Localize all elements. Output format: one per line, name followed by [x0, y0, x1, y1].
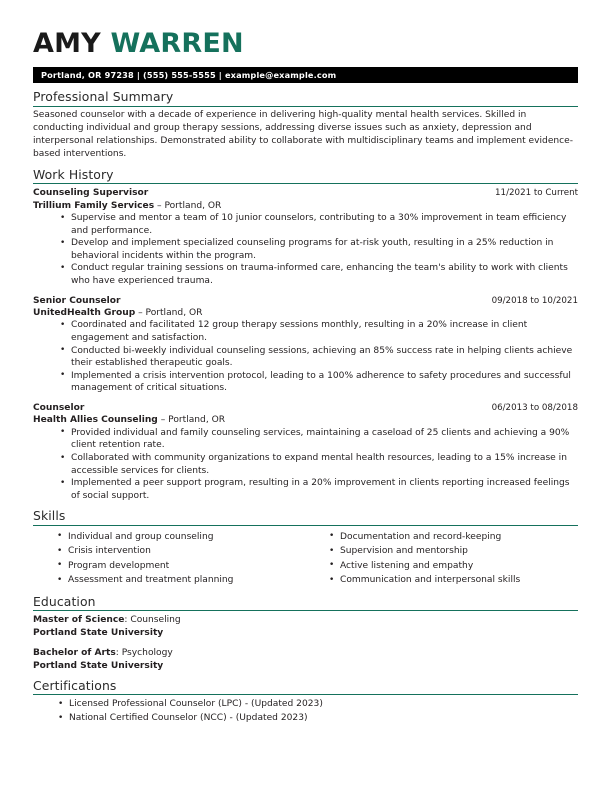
skills-columns — [33, 528, 578, 588]
certification-item: • Licensed Professional Counselor (LPC) - (Updated 2023) — [57, 697, 578, 711]
job-bullet: • Conduct regular training sessions on trauma-informed care, enhancing the team's ability to work with clients who have experienced trauma. — [58, 262, 578, 287]
section-title-professional-summary: Professional Summary — [33, 90, 578, 106]
job-bullet: • Coordinated and facilitated 12 group therapy sessions monthly, resulting in a 20% increase in client engagement and satisfaction. — [58, 319, 578, 344]
education-entry — [33, 614, 578, 639]
skill-item: • Active listening and empathy — [328, 559, 577, 574]
education-degree-line — [33, 647, 578, 659]
section-title-work-history: Work History — [33, 168, 578, 184]
education-degree: Master of Science — [33, 615, 125, 626]
section-body-skills — [33, 526, 578, 588]
skill-item: • Individual and group counseling — [56, 530, 305, 545]
job-company-line — [33, 414, 578, 426]
job-location: – Portland, OR — [154, 200, 222, 211]
job-company-name: UnitedHealth Group — [33, 308, 136, 319]
education-school: Portland State University — [33, 627, 164, 638]
job-company-name: Health Allies Counseling — [33, 415, 158, 426]
job-bullet-list — [33, 212, 578, 288]
section-title-education: Education — [33, 595, 578, 611]
job-bullet-list — [33, 319, 578, 395]
job-bullet: • Develop and implement specialized counseling programs for at-risk youth, resulting in a 25% reduction in behavioral incidents within the program. — [58, 237, 578, 262]
work-history-entry — [33, 187, 578, 287]
summary-paragraph: Seasoned counselor with a decade of experience in delivering high-quality mental health services. Skilled in conducting individual and group therapy sessions, addressing diverse issues such as anxiety, depression and interpersonal relationships. Demonstrated ability to collaborate with multidisciplinary teams and implement evidence-based interventions. — [33, 109, 574, 159]
certification-list — [33, 697, 578, 725]
section-professional-summary — [33, 90, 578, 161]
certification-item: • National Certified Counselor (NCC) - (Updated 2023) — [57, 711, 578, 725]
section-body-work-history — [33, 184, 578, 502]
section-work-history — [33, 168, 578, 502]
education-field: : Psychology — [115, 648, 173, 659]
job-bullet: • Supervise and mentor a team of 10 junior counselors, contributing to a 30% improvement in team efficiency and performance. — [58, 212, 578, 237]
contact-bar: Portland, OR 97238 | (555) 555-5555 | example@example.com — [33, 67, 578, 83]
section-title-certifications: Certifications — [33, 679, 578, 695]
skill-item: • Supervision and mentorship — [328, 544, 577, 559]
job-company-line — [33, 200, 578, 212]
education-school: Portland State University — [33, 660, 164, 671]
job-company-line — [33, 307, 578, 319]
section-education — [33, 595, 578, 672]
job-bullet: • Implemented a crisis intervention protocol, leading to a 100% adherence to safety procedures and successful management of critical situations. — [58, 370, 578, 395]
skill-item: • Program development — [56, 559, 305, 574]
job-dates: 09/2018 to 10/2021 — [491, 295, 578, 306]
skills-list-right — [305, 530, 577, 588]
job-title: Senior Counselor — [33, 295, 121, 306]
job-title: Counselor — [33, 403, 85, 413]
section-skills — [33, 509, 578, 588]
section-body-education — [33, 611, 578, 672]
job-header-row — [33, 187, 578, 199]
skills-column-left — [33, 530, 305, 588]
skills-column-right — [305, 530, 577, 588]
job-dates: 06/2013 to 08/2018 — [491, 403, 578, 413]
skills-list-left — [33, 530, 305, 588]
candidate-name — [33, 30, 578, 58]
job-title: Counseling Supervisor — [33, 188, 149, 199]
job-bullet-list — [33, 427, 578, 503]
job-bullet: • Conducted bi-weekly individual counseling sessions, achieving an 85% success rate in helping clients achieve their established therapeutic goals. — [58, 345, 578, 370]
job-bullet: • Collaborated with community organizations to expand mental health resources, leading to a 15% increase in accessible services for clients. — [58, 452, 578, 477]
first-name: AMY — [33, 28, 101, 59]
section-body-professional-summary — [33, 107, 578, 161]
job-bullet: • Implemented a peer support program, resulting in a 20% improvement in clients reporting increased feelings of social support. — [58, 477, 578, 502]
skill-item: • Documentation and record-keeping — [328, 530, 577, 545]
skill-item: • Crisis intervention — [56, 544, 305, 559]
job-header-row — [33, 402, 578, 414]
education-entry — [33, 647, 578, 672]
job-location: – Portland, OR — [135, 308, 203, 319]
skill-item: • Assessment and treatment planning — [56, 573, 305, 588]
section-body-certifications — [33, 695, 578, 725]
education-degree-line — [33, 614, 578, 626]
job-bullet: • Provided individual and family counseling services, maintaining a caseload of 25 clients and achieving a 90% client retention rate. — [58, 427, 578, 452]
section-certifications — [33, 679, 578, 726]
job-location: – Portland, OR — [157, 415, 226, 426]
last-name: WARREN — [110, 28, 244, 59]
work-history-entry — [33, 295, 578, 395]
education-field: : Counseling — [124, 615, 181, 626]
work-history-entry — [33, 402, 578, 502]
section-title-skills: Skills — [33, 509, 578, 525]
job-company-name: Trillium Family Services — [33, 200, 155, 211]
skill-item: • Communication and interpersonal skills — [328, 573, 577, 588]
education-degree: Bachelor of Arts — [33, 648, 116, 659]
job-dates: 11/2021 to Current — [495, 188, 578, 199]
job-header-row — [33, 295, 578, 307]
